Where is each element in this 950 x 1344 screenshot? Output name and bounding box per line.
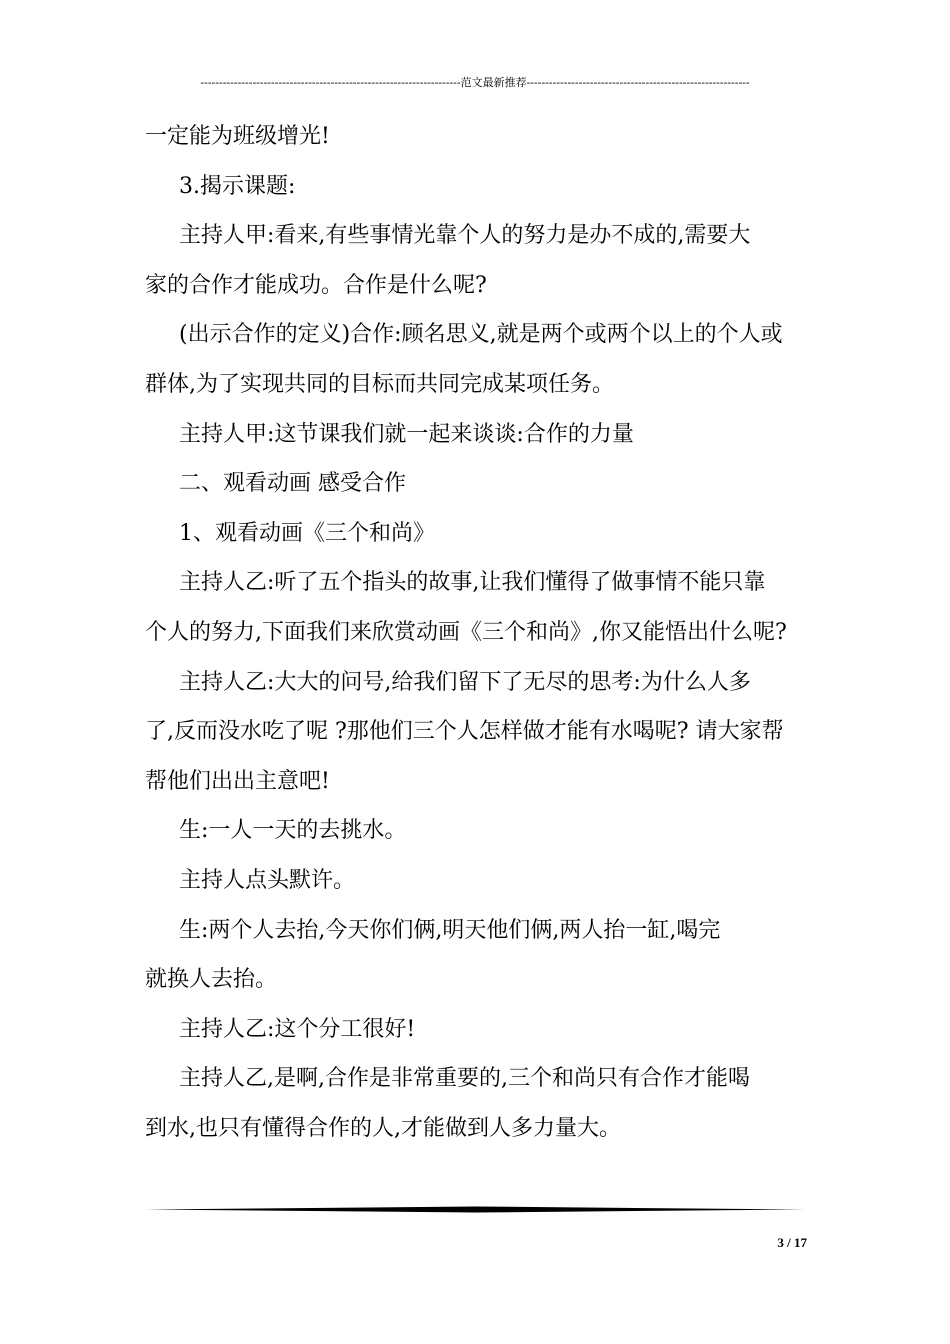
page-header: ----------------------------------------------------------------------范文最新推荐------------------------------------------------------------ xyxy=(200,76,750,89)
text-line: 二、观看动画 感受合作 xyxy=(179,471,406,497)
text-line: (出示合作的定义)合作:顾名思义,就是两个或两个以上的个人或 xyxy=(179,322,783,348)
text-line: 主持人乙:这个分工很好! xyxy=(179,1016,416,1042)
text-line: 一定能为班级增光! xyxy=(145,124,330,149)
text-line: 就换人去抬。 xyxy=(145,967,278,993)
text-line: 生:一人一天的去挑水。 xyxy=(179,818,407,844)
text-line: 3.揭示课题: xyxy=(179,173,296,199)
text-line: 群体,为了实现共同的目标而共同完成某项任务。 xyxy=(145,371,614,397)
text-line: 个人的努力,下面我们来欣赏动画《三个和尚》,你又能悟出什么呢? xyxy=(145,619,787,645)
text-line: 主持人乙:听了五个指头的故事,让我们懂得了做事情不能只靠 xyxy=(179,570,766,596)
text-line: 生:两个人去抬,今天你们俩,明天他们俩,两人抬一缸,喝完 xyxy=(179,917,721,943)
footer-rule xyxy=(145,1206,805,1213)
page-number: 3 / 17 xyxy=(777,1235,807,1250)
text-line: 主持人乙,是啊,合作是非常重要的,三个和尚只有合作才能喝 xyxy=(179,1066,750,1092)
text-line: 家的合作才能成功。合作是什么呢? xyxy=(145,272,487,298)
text-line: 帮他们出出主意吧! xyxy=(145,768,330,794)
text-line: 主持人乙:大大的问号,给我们留下了无尽的思考:为什么人多 xyxy=(179,669,751,695)
text-line: 主持人甲:这节课我们就一起来谈谈:合作的力量 xyxy=(179,421,634,447)
text-line: 1、观看动画《三个和尚》 xyxy=(179,520,435,546)
text-line: 主持人甲:看来,有些事情光靠个人的努力是办不成的,需要大 xyxy=(179,223,751,249)
text-line: 了,反而没水吃了呢 ?那他们三个人怎样做才能有水喝呢? 请大家帮 xyxy=(145,719,784,745)
document-body xyxy=(145,112,810,1153)
text-line: 主持人点头默许。 xyxy=(179,867,356,893)
text-line: 到水,也只有懂得合作的人,才能做到人多力量大。 xyxy=(145,1115,621,1141)
